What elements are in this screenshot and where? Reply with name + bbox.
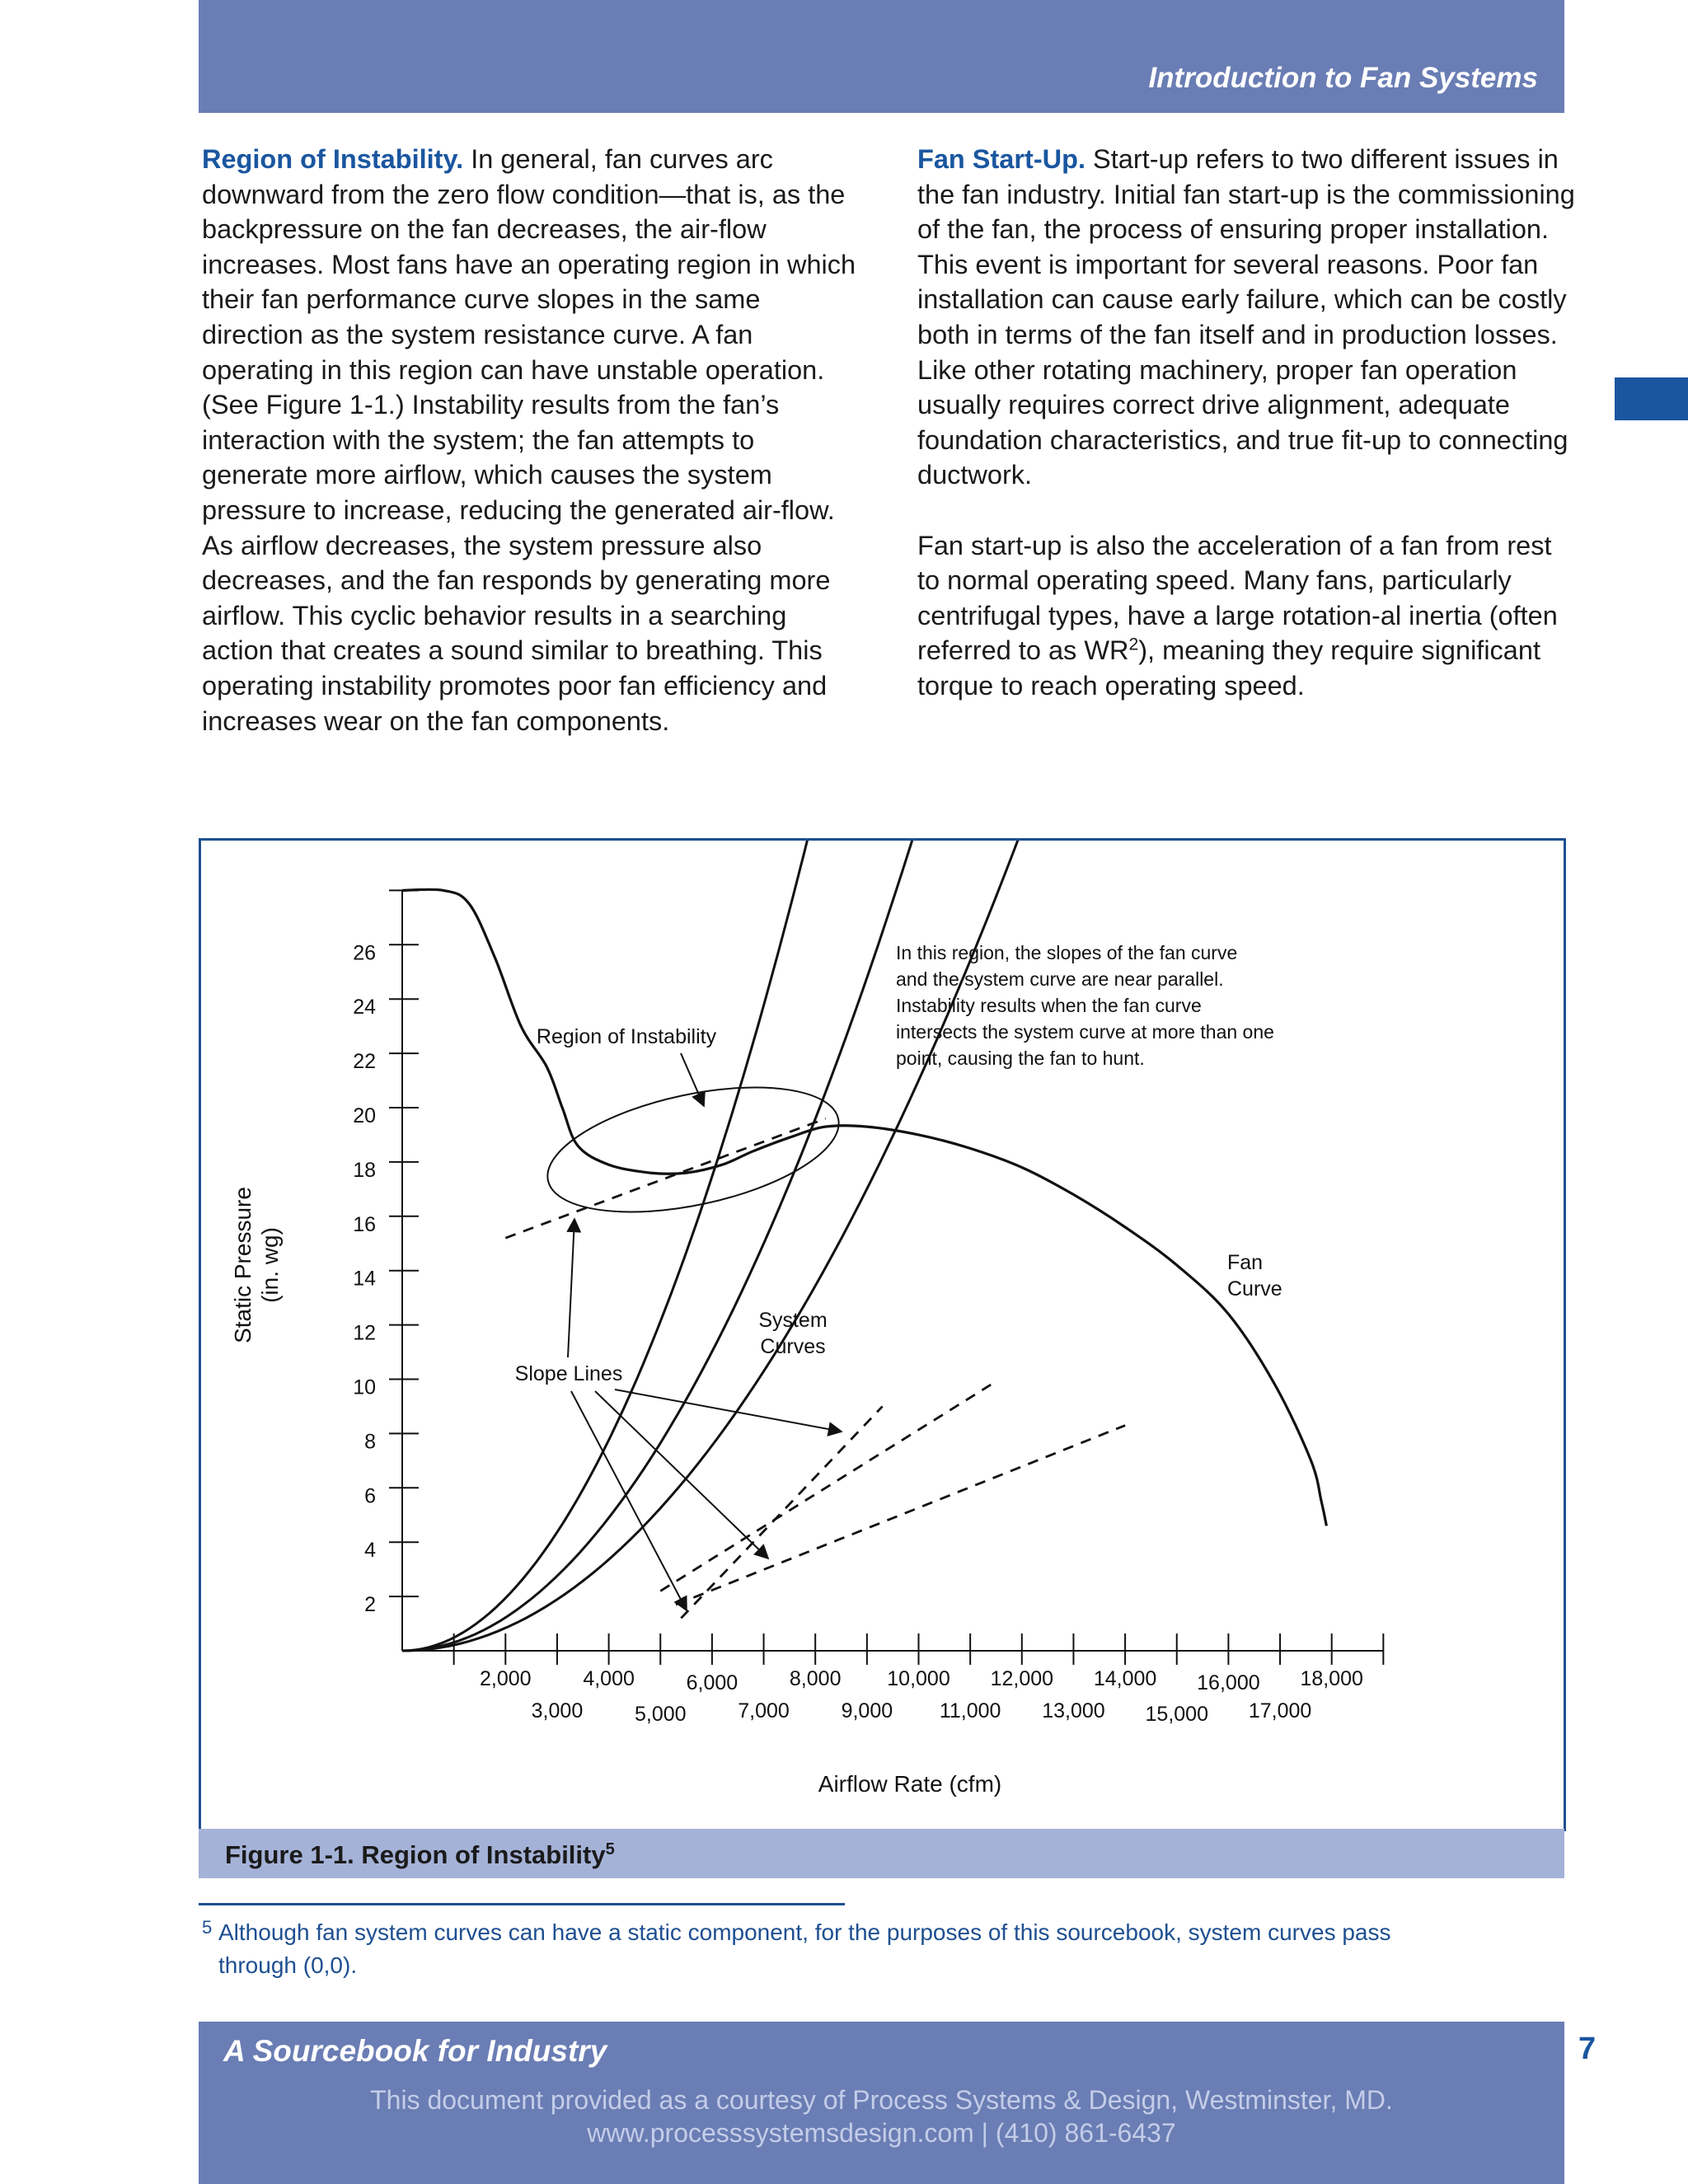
x-tick-label-10000: 10,000	[887, 1667, 950, 1690]
courtesy-line-2: www.processsystemsdesign.com | (410) 861-6437	[587, 2118, 1176, 2148]
y-tick-label-20: 20	[353, 1104, 376, 1127]
fan-startup-body-2a: Fan start-up is also the acceleration of a fan from rest to normal operating speed. Many fans, particularly centrifugal types, have a large rotation-al inertia (often referred to as WR	[917, 530, 1558, 666]
y-axis-title-line-2: (in. wg)	[257, 1227, 283, 1303]
y-tick-label-6: 6	[364, 1484, 376, 1508]
x-tick-label-5000: 5,000	[634, 1703, 687, 1726]
slope-arrow-upper	[568, 1219, 574, 1357]
region-note-line-4: intersects the system curve at more than one	[896, 1021, 1274, 1043]
x-tick-label-7000: 7,000	[738, 1699, 790, 1722]
x-tick-label-6000: 6,000	[686, 1671, 738, 1694]
y-tick-label-26: 26	[353, 941, 376, 965]
y-tick-label-18: 18	[353, 1158, 376, 1182]
system-curves-label-line-1: System	[758, 1309, 828, 1332]
figure-caption	[225, 1840, 615, 1870]
x-tick-label-3000: 3,000	[531, 1699, 584, 1722]
slope-line-3	[660, 1385, 991, 1591]
x-tick-label-15000: 15,000	[1145, 1703, 1208, 1726]
region-of-instability-paragraph	[202, 142, 861, 738]
y-tick-label-14: 14	[353, 1267, 376, 1291]
region-of-instability-body: In general, fan curves arc downward from the zero flow condition—that is, as the backpressure on the fan decreases, the air-flow increases. Most fans have an operating region in which their fan performance curve slopes in the same direction as the system resistance curve. A fan operating in this region can have unstable operation. (See Figure 1-1.) Instability results from the fan’s interaction with the system; the fan attempts to generate more airflow, which causes the system pressure to increase, reducing the generated air-flow. As airflow decreases, the system pressure also decreases, and the fan responds by generating more airflow. This cyclic behavior results in a searching action that creates a sound similar to breathing. This operating instability promotes poor fan efficiency and increases wear on the fan components.	[202, 144, 856, 736]
region-label-arrow	[681, 1053, 704, 1106]
fan-startup-body: Start-up refers to two different issues in the fan industry. Initial fan start-up is the commissioning of the fan, the process of ensuring proper installation. This event is important for several reasons. Poor fan installation can cause early failure, which can be costly both in terms of the fan itself and in production losses. Like other rotating machinery, proper fan operation usually requires correct drive alignment, adequate foundation characteristics, and true fit-up to connecting ductwork.	[917, 144, 1575, 490]
x-tick-label-17000: 17,000	[1248, 1699, 1312, 1722]
region-of-instability-chart	[201, 841, 1564, 1829]
y-tick-label-10: 10	[353, 1376, 376, 1399]
y-tick-label-24: 24	[353, 996, 376, 1019]
figure-caption-text: Figure 1-1. Region of Instability	[225, 1840, 606, 1869]
footnote-rule	[199, 1903, 845, 1905]
x-tick-label-8000: 8,000	[789, 1667, 842, 1690]
region-note-line-5: point, causing the fan to hunt.	[896, 1047, 1145, 1069]
x-tick-label-11000: 11,000	[939, 1699, 1001, 1722]
slope-line-1	[505, 1118, 825, 1238]
header-title: Introduction to Fan Systems	[1148, 62, 1538, 94]
region-note-line-2: and the system curve are near parallel.	[896, 968, 1224, 990]
slope-line-4	[676, 1426, 1125, 1605]
header-bar	[199, 0, 1564, 113]
figure-caption-bar	[199, 1829, 1564, 1878]
fan-curve-label-line-1: Fan	[1227, 1251, 1264, 1274]
x-tick-label-2000: 2,000	[480, 1667, 532, 1690]
fan-startup-paragraph-2	[917, 528, 1577, 704]
system-curves-label-line-2: Curves	[760, 1335, 826, 1358]
figure-caption-footnote-ref: 5	[605, 1840, 615, 1858]
y-tick-label-16: 16	[353, 1212, 376, 1236]
left-column	[202, 142, 861, 738]
y-axis-title-line-1: Static Pressure	[230, 1187, 256, 1343]
right-column	[917, 142, 1577, 704]
x-tick-label-16000: 16,000	[1197, 1671, 1260, 1694]
wr-superscript: 2	[1128, 635, 1139, 654]
courtesy-line-1: This document provided as a courtesy of Process Systems & Design, Westminster, MD.	[370, 2085, 1393, 2115]
x-tick-label-9000: 9,000	[841, 1699, 893, 1722]
footer-bar	[199, 2022, 1564, 2184]
region-note-line-1: In this region, the slopes of the fan curve	[896, 942, 1238, 963]
page-number: 7	[1578, 2032, 1597, 2066]
footnote-text: Although fan system curves can have a static component, for the purposes of this sourcebook, system curves pass through (0,0).	[218, 1919, 1391, 1978]
x-axis-title: Airflow Rate (cfm)	[818, 1771, 1002, 1797]
region-note-line-3: Instability results when the fan curve	[896, 995, 1202, 1016]
region-of-instability-heading: Region of Instability.	[202, 144, 464, 174]
y-tick-label-22: 22	[353, 1050, 376, 1074]
chapter-tab	[1615, 377, 1688, 420]
slope-arrow-2	[595, 1391, 768, 1558]
fan-startup-heading: Fan Start-Up.	[917, 144, 1086, 174]
footer-title: A Sourcebook for Industry	[223, 2034, 607, 2068]
footnote-number: 5	[202, 1917, 213, 1938]
x-tick-label-4000: 4,000	[583, 1667, 635, 1690]
y-tick-label-8: 8	[364, 1430, 376, 1454]
system-curve-1	[402, 841, 940, 1651]
x-tick-label-12000: 12,000	[990, 1667, 1054, 1690]
figure-box	[199, 838, 1566, 1831]
region-of-instability-label: Region of Instability	[536, 1025, 717, 1048]
fan-curve-label-line-2: Curve	[1227, 1277, 1282, 1301]
x-tick-label-14000: 14,000	[1093, 1667, 1157, 1690]
y-tick-label-12: 12	[353, 1321, 376, 1345]
fan-startup-paragraph	[917, 142, 1577, 493]
y-tick-label-2: 2	[364, 1593, 376, 1617]
slope-lines-label: Slope Lines	[514, 1362, 623, 1385]
footnote	[202, 1916, 1438, 1982]
slope-line-2	[681, 1406, 882, 1618]
y-tick-label-4: 4	[364, 1539, 376, 1563]
fan-startup-body-2b: ), meaning they require significant torque to reach operating speed.	[917, 635, 1540, 701]
x-tick-label-18000: 18,000	[1300, 1667, 1363, 1690]
x-tick-label-13000: 13,000	[1042, 1699, 1105, 1722]
